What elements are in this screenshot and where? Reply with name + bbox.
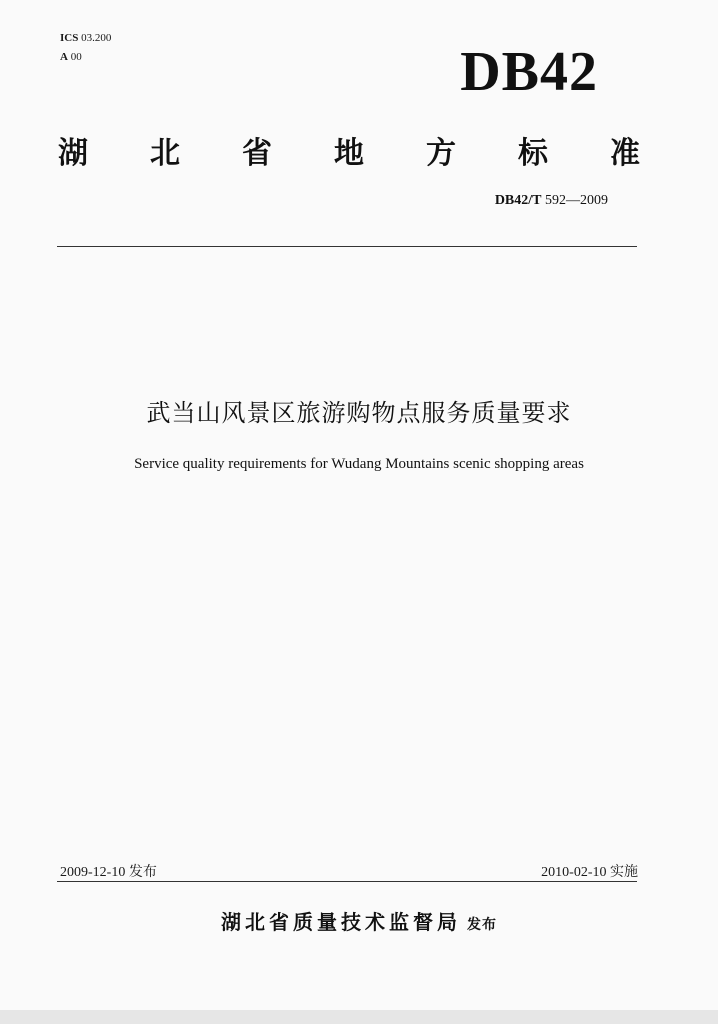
top-divider: [57, 246, 637, 247]
ics-code: [60, 30, 111, 46]
issue-date-line: [60, 861, 157, 881]
standard-type-heading: [58, 128, 640, 172]
issue-date: 2009-12-10: [60, 865, 126, 880]
standard-type-char: 方: [426, 136, 456, 171]
ics-number: 03.200: [81, 32, 112, 44]
ccs-number: 00: [70, 51, 82, 63]
standard-type-char: 地: [334, 136, 364, 171]
issuing-authority: [0, 906, 718, 935]
chinese-title: 武当山风景区旅游购物点服务质量要求: [146, 399, 572, 427]
standard-type-char: 湖: [58, 136, 88, 171]
standard-type-char: 准: [610, 136, 640, 171]
english-title: Service quality requirements for Wudang Mountains scenic shopping areas: [134, 456, 584, 472]
standard-number: [495, 193, 608, 209]
implement-date: 2010-02-10: [541, 865, 607, 880]
standard-type-char: 标: [518, 136, 548, 171]
standard-number-prefix: DB42/T: [494, 193, 542, 208]
issuer-action: 发布: [467, 917, 497, 933]
standard-type-char: 省: [242, 136, 272, 171]
ccs-prefix: A: [60, 51, 68, 63]
db42-logo: DB42: [460, 41, 598, 103]
issuer-name: 湖北省质量技术监督局: [221, 910, 461, 934]
implement-label: 实施: [610, 865, 638, 880]
standard-number-code: 592—2009: [545, 193, 608, 208]
standard-type-char: 北: [150, 136, 180, 171]
bottom-divider: [57, 881, 637, 882]
implement-date-line: [541, 861, 638, 881]
issue-label: 发布: [128, 865, 157, 880]
ics-prefix: ICS: [60, 32, 79, 44]
ccs-code: [60, 49, 82, 65]
